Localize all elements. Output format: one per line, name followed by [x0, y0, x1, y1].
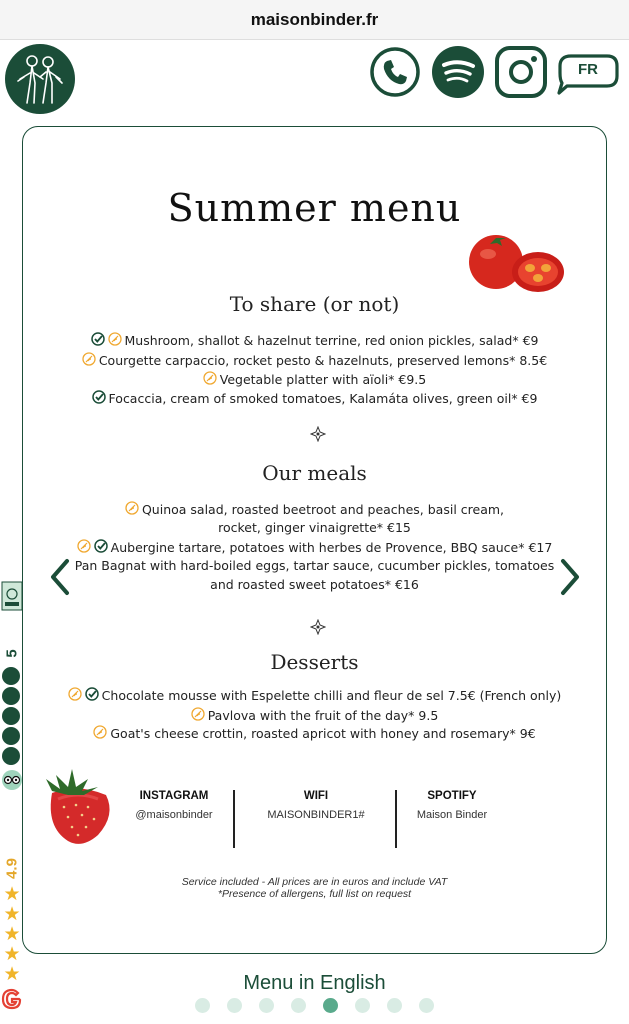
menu-item-text: Pavlova with the fruit of the day* 9.5	[207, 708, 439, 723]
menu-item-text: Goat's cheese crottin, roasted apricot with honey and rosemary* 9€	[110, 726, 536, 741]
menu-item	[22, 370, 607, 391]
carousel-dot[interactable]	[419, 998, 434, 1013]
language-label: FR	[578, 61, 598, 78]
instagram-button[interactable]	[494, 47, 548, 97]
gluten-free-icon	[82, 352, 96, 372]
tripadvisor-bubbles	[2, 667, 20, 765]
spotify-button[interactable]	[431, 47, 485, 97]
section-title-our-meals: Our meals	[262, 461, 367, 485]
info-label: SPOTIFY	[427, 790, 477, 802]
menu-item	[22, 351, 607, 372]
info-divider	[233, 790, 235, 848]
instagram-icon	[494, 45, 548, 99]
gluten-free-icon	[108, 332, 122, 352]
menu-item: Pan Bagnat with hard-boiled eggs, tartar sauce, cucumber pickles, tomatoes	[74, 558, 555, 573]
menu-item-text: Quinoa salad, roasted beetroot and peaches, basil cream,	[141, 502, 505, 517]
site-logo[interactable]	[5, 44, 75, 114]
info-spotify[interactable]	[372, 790, 532, 821]
tripadvisor-score: 5	[3, 649, 21, 658]
travellers-choice-badge[interactable]	[0, 580, 24, 612]
ornament-icon	[310, 619, 326, 635]
vegan-icon	[91, 332, 105, 352]
menu-item-continued: rocket, ginger vinaigrette* €15	[218, 520, 411, 535]
carousel-dot[interactable]	[323, 998, 338, 1013]
menu-item-continued: and roasted sweet potatoes* €16	[210, 577, 419, 592]
menu-language-label: Menu in English	[243, 972, 386, 994]
tripadvisor-widget[interactable]	[0, 645, 24, 795]
language-switch[interactable]	[557, 53, 619, 95]
section-title-desserts: Desserts	[270, 650, 359, 674]
info-value: MAISONBINDER1#	[267, 809, 365, 821]
phone-button[interactable]	[369, 47, 421, 97]
menu-item-text: Vegetable platter with aïoli* €9.5	[219, 372, 427, 387]
info-label: INSTAGRAM	[139, 790, 209, 802]
info-value: Maison Binder	[416, 809, 488, 821]
phone-icon	[369, 46, 421, 98]
menu-item-text: Focaccia, cream of smoked tomatoes, Kalamáta olives, green oil* €9	[108, 391, 538, 406]
menu-item-text: Mushroom, shallot & hazelnut terrine, red onion pickles, salad* €9	[124, 333, 539, 348]
carousel-dot[interactable]	[227, 998, 242, 1013]
gluten-free-icon	[93, 725, 107, 745]
info-instagram[interactable]	[94, 790, 254, 821]
footnote-service: Service included - All prices are in euros and include VAT	[181, 876, 448, 888]
next-arrow-icon[interactable]	[558, 558, 582, 596]
ornament-icon	[310, 426, 326, 442]
spotify-icon	[431, 45, 485, 99]
menu-item	[22, 389, 607, 410]
section-title-to-share: To share (or not)	[229, 292, 400, 316]
carousel-dot[interactable]	[355, 998, 370, 1013]
carousel-dot[interactable]	[387, 998, 402, 1013]
footnote-allergens: *Presence of allergens, full list on request	[217, 888, 412, 900]
couple-illustration-logo	[10, 49, 70, 109]
menu-item-text: Aubergine tartare, potatoes with herbes de Provence, BBQ sauce* €17	[110, 540, 553, 555]
menu-title: Summer menu	[167, 186, 462, 230]
url-bar[interactable]	[0, 0, 629, 40]
menu-item	[22, 331, 607, 352]
previous-arrow-icon[interactable]	[48, 558, 72, 596]
carousel-dot[interactable]	[259, 998, 274, 1013]
google-score: 4.9	[3, 858, 21, 879]
tripadvisor-owl-icon	[1, 769, 23, 791]
gluten-free-icon	[68, 687, 82, 707]
carousel-dot[interactable]	[291, 998, 306, 1013]
carousel-dot[interactable]	[195, 998, 210, 1013]
vegan-icon	[92, 390, 106, 410]
tomato-illustration	[466, 234, 568, 296]
menu-item-text: Chocolate mousse with Espelette chilli and fleur de sel 7.5€ (French only)	[101, 688, 562, 703]
menu-item	[22, 686, 607, 707]
google-stars: ★ ★ ★ ★ ★	[3, 883, 21, 985]
menu-item-text: Courgette carpaccio, rocket pesto & hazelnuts, preserved lemons* 8.5€	[98, 353, 548, 368]
info-value: @maisonbinder	[135, 809, 213, 821]
gluten-free-icon	[203, 371, 217, 391]
url-text: maisonbinder.fr	[250, 9, 379, 29]
vegan-icon	[85, 687, 99, 707]
carousel-pagination	[0, 998, 629, 1014]
menu-item	[22, 724, 607, 745]
info-label: WIFI	[303, 790, 329, 802]
